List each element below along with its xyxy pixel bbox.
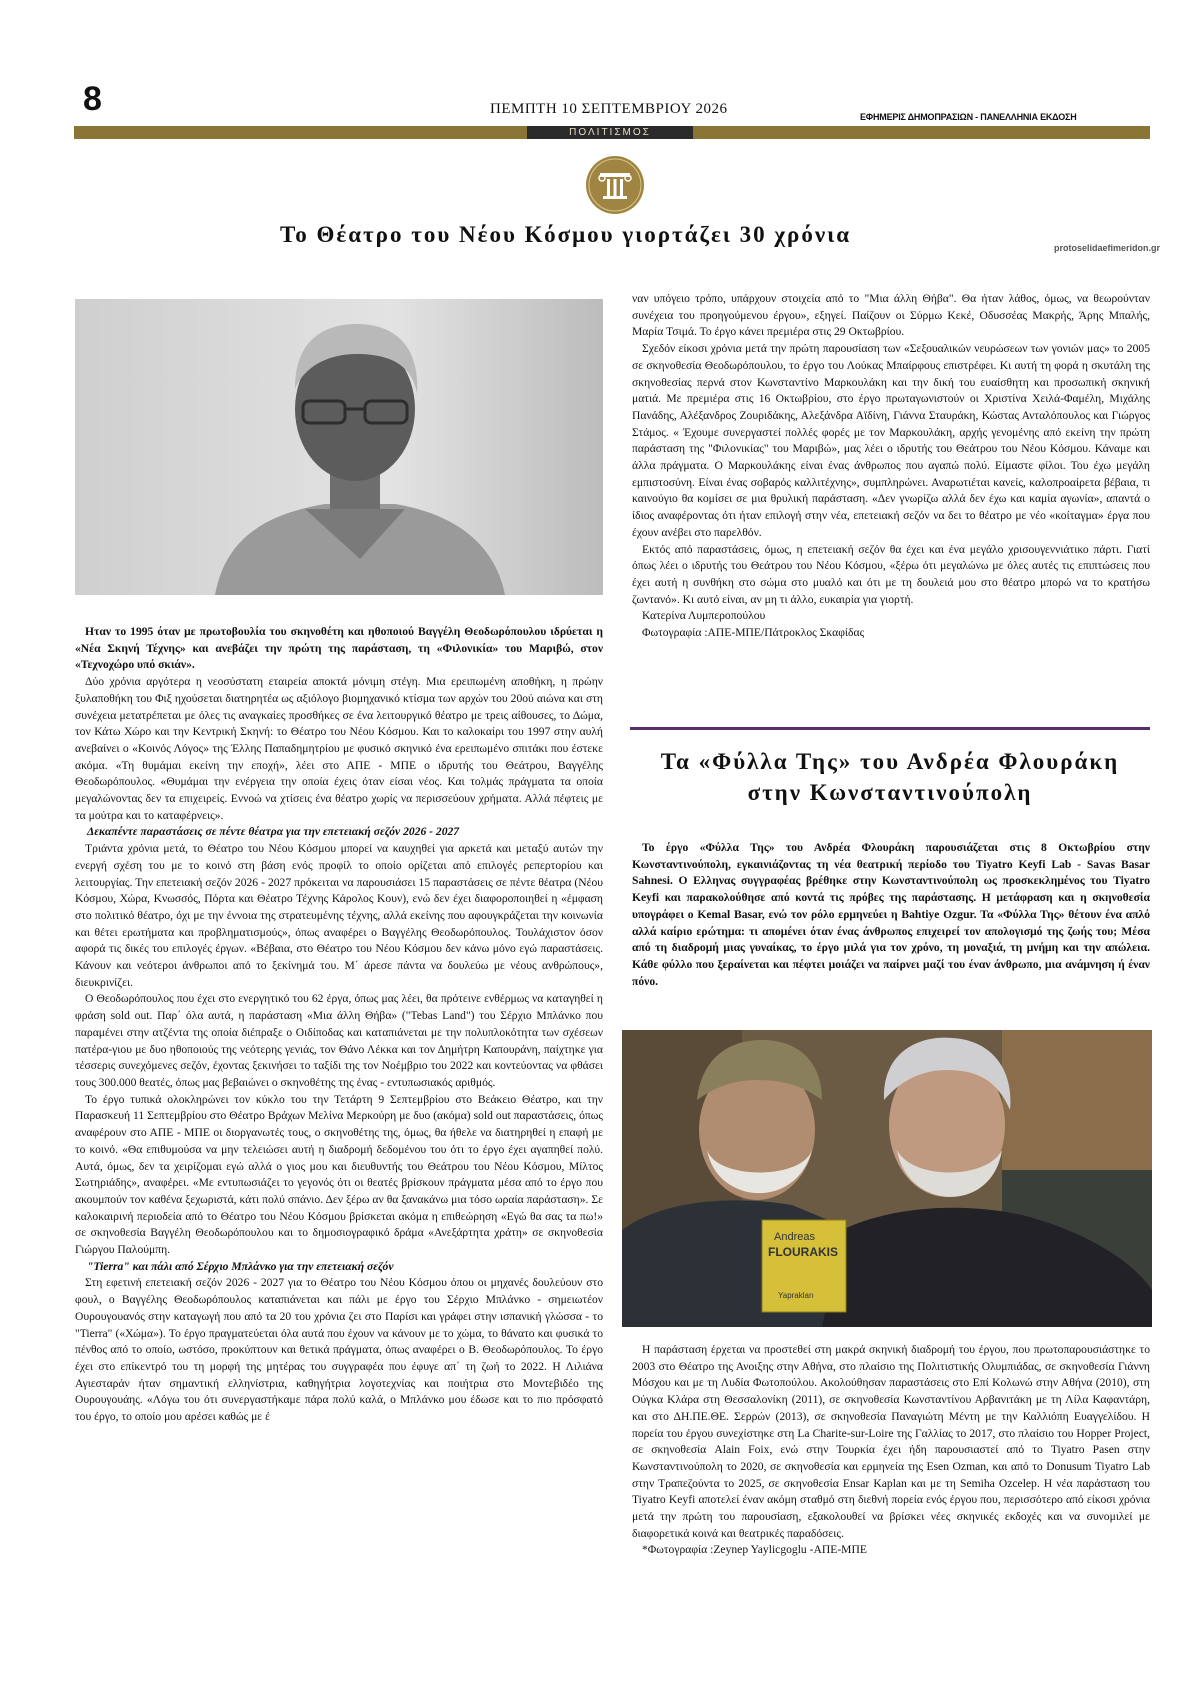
article-divider (630, 727, 1150, 730)
article-lead: Ηταν το 1995 όταν με πρωτοβουλία του σκηνοθέτη και ηθοποιού Βαγγέλη Θεοδωρόπουλου ιδρύεται η «Νέα Σκηνή Τέχνης» και ανεβάζει την πρώτη της παράσταση, τη «Φιλονικία» του Μαριβώ, στον «Τεχνοχώρο υπό σκιάν». (75, 625, 603, 672)
paragraph: Η παράσταση έρχεται να προστεθεί στη μακρά σκηνική διαδρομή του έργου, που πρωτοπαρουσιάστηκε το 2003 στο Θέατρο της Ανοιξης στην Αθήνα, στο πλαίσιο της Πολιτιστικής Ολυμπιάδας, σε σκηνοθεσία Γιάννη Μόσχου και με τη Λυδία Φωτοπούλου. Ακολούθησαν παραστάσεις στο Επί Κολωνώ στην Αθήνα (2010), στη Ούγκα Κλάρα στη Θεσσαλονίκη (2011), σε σκηνοθεσία Κωνσταντίνου Αρβανιτάκη με τη Λίλα Καφαντάρη, και στο ΔΗ.ΠΕ.ΘΕ. Σερρών (2013), σε σκηνοθεσία Παναγιώτη Μέντη με την Καλλιόπη Ευαγγελίδου. Η πορεία του έργου συνεχίστηκε στη La Charite-sur-Loire της Γαλλίας το 2017, στο πλαίσιο του Hopper Project, σε σκηνοθεσία Alain Foix, ενώ στην Τουρκία έχει ήδη παρουσιαστεί από το Tiyatro Pasen στην Κωνσταντινούπολη το 2020, σε σκηνοθεσία και ερμηνεία της Esen Ozman, και από το Donusum Tiyatro Lab στην Τραπεζούντα το 2025, σε σκηνοθεσία Ensar Kaplan και με τη Semiha Ozcelep. Η νέα παράσταση του Tiyatro Keyfi αποτελεί έναν ακόμη σταθμό στη διεθνή πορεία ενός έργου που, περισσότερο από είκοσι χρόνια μετά την πρώτη του παρουσίαση, εξακολουθεί να βρίσκει νέες σκηνικές εκδοχές και να συνομιλεί με διαφορετικά κοινά και θεατρικές παραδόσεις. (632, 1343, 1150, 1540)
paragraph: Στη εφετινή επετειακή σεζόν 2026 - 2027 για το Θέατρο του Νέου Κόσμου όπου οι μηχανές δουλεύουν στο φουλ, ο Βαγγέλης Θεοδωρόπουλος καταπιάνεται και πάλι με έργο του Σέρχιο Μπλάνκο - σημειωτέον Ουρουγουανός στην καταγωγή που από τα 20 του χρόνια ζει στο Παρίσι και γράφει στην ισπανική γλώσσα - το "Tierra" («Χώμα»). Το έργο πραγματεύεται όλα αυτά που έχουν να κάνουν με το χώμα, το θάνατο και φυσικά το πένθος από το οποίο, ωστόσο, προκύπτουν και θετικά πράγματα, όπως αναφέρει ο Β. Θεοδωρόπουλος. Το έργο έχει στο επίκεντρό του τη μορφή της μητέρας του συγγραφέα που έφυγε απ΄ τη ζωή το 2022. Η Λιλιάνα Αγιεσταράν ήταν σημαντική ελληνίστρια, καθηγήτρια λογοτεχνίας και ποιήτρια στο Μοντεβιδέο της Ουρουγουάης. «Λόγω του ότι συνεργαστήκαμε πάρα πολύ καλά, ο Μπλάνκο μου έδωσε και το πιο πρόσφατό του έργο, το οποίο μου αρέσει καθώς με έ (75, 1276, 603, 1424)
two-men-photo (622, 1030, 1152, 1327)
paragraph: ναν υπόγειο τρόπο, υπάρχουν στοιχεία από το "Μια άλλη Θήβα". Θα ήταν λάθος, όμως, να θεωρούνταν συνέχεια του προηγούμενου έργου», εξηγεί. Παίζουν οι Σύρμω Κεκέ, Οδυσσέας Μακρής, Άρης Μπαλής, Μαρία Τσιμά. Το έργο κάνει πρεμιέρα στις 29 Οκτωβρίου. (632, 292, 1150, 339)
subheading: "Tierra" και πάλι από Σέρχιο Μπλάνκο για την επετειακή σεζόν (87, 1259, 394, 1273)
book-author-surname: FLOURAKIS (768, 1245, 838, 1259)
article-body-right (632, 291, 1150, 642)
book-author: Andreas (774, 1231, 815, 1243)
author-name: Κατερίνα Λυμπεροπούλου (642, 609, 766, 623)
paragraph: Εκτός από παραστάσεις, όμως, η επετειακή σεζόν θα έχει και ένα μεγάλο χρισουγεννιάτικο πάρτι. Γιατί όπως λέει ο ιδρυτής του Θεάτρου του Νέου Κόσμου, «ξέρω ότι μεγαλώνω με όλες αυτές τις επιπτώσεις που έχει αυτή η συνθήκη στο σώμα στο μυαλό και ότι με τη δουλειά μου στο θέατρο μπορώ να το κρατήσω ζωντανό». Κι αυτό είναι, αν μη τι άλλο, ευκαιρία για γιορτή. (632, 542, 1150, 606)
subheading: Δεκαπέντε παραστάσεις σε πέντε θέατρα για την επετειακή σεζόν 2026 - 2027 (87, 825, 460, 839)
paragraph: Δύο χρόνια αργότερα η νεοσύστατη εταιρεία αποκτά μόνιμη στέγη. Μια ερειπωμένη αποθήκη, η πρώην ξυλαποθήκη του Φιξ ηχούσεται διατηρητέα ως αξιόλογο βιομηχανικό κτίσμα των αρχών του 20ού αιώνα και στη συνέχεια μετατρέπεται με όλες τις αναγκαίες προσθήκες σε ένα λειτουργικό θέατρο με τρεις αίθουσες, το Δώμα, τον Κάτω Χώρο και την Κεντρική Σκηνή: το Θέατρο του Νέου Κόσμου. Και το καλοκαίρι του 1997 στην αυλή ανεβαίνει ο «Κοινός Λόγος» της Έλλης Παπαδημητρίου με φυσικό σκηνικό ένα ερειπωμένο σπιτάκι που έστεκε ακόμα. «Τη θυμάμαι εκείνη την εποχή», λέει στο ΑΠΕ - ΜΠΕ ο ιδρυτής του Θεάτρου, Βαγγέλης Θεοδωρόπουλος. «Θυμάμαι την ενέργεια την οποία έχεις όταν είσαι νέος. Και τολμάς πράγματα τα οποία μεγαλώνοντας δεν τα επιχειρείς. Εννοώ να χτίσεις ένα θέατρο χωρίς να περισσεύουν χρήματα. Αλλά πέφτεις με τα μούτρα και το καταφέρνεις». (75, 675, 603, 822)
paragraph: Σχεδόν είκοσι χρόνια μετά την πρώτη παρουσίαση των «Σεξουαλικών νευρώσεων των γονιών μας» το 2005 σε σκηνοθεσία Θεοδωρόπουλου, το έργο του Λούκας Μπαίρφους επιστρέφει. Κι αυτή τη φορά η σκυτάλη της σκηνοθεσίας περνά στον Κωνσταντίνο Μαρκουλάκη και την δική του ευαίσθητη και προσωπική σκηνική ματιά. Με πρεμιέρα στις 16 Οκτωβρίου, στο έργο πρωταγωνιστούν οι Χριστίνα Χειλά-Φαμέλη, Μιχάλης Πανάδης, Αλέξανδρος Ζουριδάκης, Αλεξάνδρα Αϊδίνη, Γιάννα Σταυράκη, Κώστας Ανταλόπουλος και Γιώργος Στάμος. « Έχουμε συνεργαστεί πολλές φορές με τον Μαρκουλάκη, αρχής γενομένης από εκείνη την πρώτη παράσταση της "Φιλονικίας" του Μαριβώ», μας λέει ο ιδρυτής του Θεάτρου του Νέου Κόσμου. Κάναμε και άλλα πράγματα. Ο Μαρκουλάκης είναι ένας άνθρωπος που αγαπώ πολύ. Είμαστε φίλοι. Του έχω μεγάλη εμπιστοσύνη. Είναι ένας σοβαρός καλλιτέχνης», συμπληρώνει. Αναρωτιέται κανείς, καλοπροαίρετα βέβαια, τι καινούγιο θα κομίσει σε μια θρυλική παράσταση. «Δεν γνωρίζω αλλά δεν έχω και καμία αγωνία», απαντά ο ίδιος αναφέροντας ότι ήταν επιλογή στην νέα, επετειακή σεζόν να δει το θέατρο με νέο «κοίταγμα» έργα που έχουν ανέβει στο παρελθόν. (632, 342, 1150, 539)
article-body-right-bottom (632, 1342, 1150, 1559)
article-lead (632, 840, 1150, 990)
site-watermark: protoselidaefimeridon.gr (1054, 243, 1161, 253)
header-date: ΠΕΜΠΤΗ 10 ΣΕΠΤΕΜΒΡΙΟΥ 2026 (490, 101, 728, 117)
article-title: Το Θέατρο του Νέου Κόσμου γιορτάζει 30 χρόνια (280, 222, 852, 247)
article-lead-text: Το έργο «Φύλλα Της» του Ανδρέα Φλουράκη παρουσιάζεται στις 8 Οκτωβρίου στην Κωνσταντινούπολη, εγκαινιάζοντας τη νέα θεατρική περίοδο του Tiyatro Keyfi Lab - Savas Basar Sahnesi. Ο Ελληνας συγγραφέας βρέθηκε στην Κωνσταντινούπολη ως προσκεκλημένος του Tiyatro Keyfi και παρακολούθησε από κοντά τις πρόβες της παράστασης. Η μετάφραση και η σκηνοθεσία υπογράφει ο Kemal Basar, ενώ τον ρόλο ερμηνεύει η Bahtiye Ozgur. Τα «Φύλλα Της» θέτουν ένα απλό αλλά καίριο ερώτημα: τι απομένει όταν ένας άνθρωπος επιχειρεί τον απολογισμό της ζωής του; Μέσα από τη διαδρομή μιας γυναίκας, το έργο μιλά για τον χρόνο, τη μοναξιά, τη μνήμη και την απώλεια. Κάθε φύλλο που ξεραίνεται και πέφτει μοιάζει να παίρνει μαζί του έναν άνθρωπο, μια ανάμνηση ή έναν πόνο. (632, 841, 1150, 988)
article-title: Τα «Φύλλα Της» του Ανδρέα Φλουράκη στην Κωνσταντινούπολη (660, 749, 1120, 805)
portrait-photo (75, 299, 603, 595)
photo-credit: Φωτογραφία :ΑΠΕ-ΜΠΕ/Πάτροκλος Σκαφίδας (642, 626, 865, 640)
paragraph: Ο Θεοδωρόπουλος που έχει στο ενεργητικό του 62 έργα, όπως μας λέει, θα πρότεινε ενθέρμως να καταγηθεί η φράση sold out. Παρ΄ όλα αυτά, η παράσταση «Μια άλλη Θήβα» ("Tebas Land") του Σέρχιο Μπλάνκο που παραμένει στην ατζέντα της οποία διέπραξε ο Οιδίποδας και καταπιάνεται με την πολυπλοκότητα των σχέσεων πατέρα-γιου με δυο ηθοποιούς της νεότερης γενιάς, τον Θάνο Λέκκα και τον Δημήτρη Καπουράνη, παίχτηκε για τέσσερις συνεχόμενες σεζόν, έχοντας ξεκινήσει το ταξίδι της τον Νοέμβριο του 2022 και κοντεύοντας να φθάσει τους 300.000 θεατές, όπως μας βεβαιώνει ο σκηνοθέτης της ένας - εντυπωσιακός αριθμός. (75, 992, 603, 1089)
paragraph: Τριάντα χρόνια μετά, το Θέατρο του Νέου Κόσμου μπορεί να καυχηθεί για αρκετά και μεταξύ αυτών την ενεργή σχέση του με το κοινό στη βάση ενός προφίλ το οποίο ορίζεται από επιλογές ρεπερτορίου και λειτουργίας. Την επετειακή σεζόν 2026 - 2027 πρόκειται να παρουσιάσει 15 παραστάσεις σε πέντε θέατρα (Νέου Κόσμου, Χώρα, Κνωσσός, Πόρτα και Θέατρο Τέχνης Κάρολος Κουν), ενώ δεν έχει διαφοροποιηθεί η «έμφαση στο πολιτικό θέατρο, όχι με την έννοια της στρατευμένης τέχνης, αλλά εκείνης που αφουγκράζεται την κοινωνία και θέτει ερωτήματα και προβληματισμούς», όπως αναφέρει ο Βαγγέλης Θεοδωρόπουλος. Τουλάχιστον όσον αφορά τις δικές του επιλογές έργων. «Βέβαια, στο Θέατρο του Νέου Κόσμου δεν κάνω μόνο εγώ παραστάσεις. Κάνουν και νεότεροι άνθρωποι από το ξεκίνημά του. Μ΄ άρεσε πάντα να δουλεύω με νέους ανθρώπους», διευκρινίζει. (75, 842, 603, 989)
paragraph: Το έργο τυπικά ολοκληρώνει τον κύκλο του την Τετάρτη 9 Σεπτεμβρίου στο Βεάκειο Θέατρο, και την Παρασκευή 11 Σεπτεμβρίου στο Θέατρο Βράχων Μελίνα Μερκούρη με δυο (ακόμα) sold out παραστάσεις, όπως αναφέρουν στο ΑΠΕ - ΜΠΕ οι διοργανωτές τους, ο σκηνοθέτης της, όμως, θα ήθελε να διατηρηθεί η επαφή με το κοινό. «Θα επιθυμούσα να μην τελειώσει αυτή η διαδρομή δεδομένου του ότι το έργο έχει αγαπηθεί πολύ. Αυτά, όμως, δεν τα χειρίζομαι εγώ αλλά ο γιος μου και διευθυντής του Θεάτρου του Νέου Κόσμου, Μίλτος Σωτηριάδης», αναφέρει. «Με εντυπωσιάζει το γεγονός ότι οι θεατές βρίσκουν πράγματα μέσα από το έργο που ακουμπούν τον καθένα ξεχωριστά, κάτι πολύ σπάνιο. Δεν ξέρω αν θα ξανακάνω μια τόσο ωραία παράσταση». Σε καλοκαιρινή περιοδεία από το Θέατρο του Νέου Κόσμου βρίσκεται ακόμα η επιθεώρηση «Εγώ θα σας τα πω!» σε σκηνοθεσία Βαγγέλη Θεοδωρόπουλου και το δημοσιογραφικό δράμα «Ανεξάρτητα χράτη» σε σκηνοθεσία Γιώργου Παλούμπη. (75, 1092, 603, 1257)
article-body-left (75, 624, 603, 1426)
section-label: ΠΟΛΙΤΙΣΜΟΣ (527, 126, 693, 139)
book-title: Yaprakları (778, 1291, 814, 1300)
photo-credit: *Φωτογραφία :Zeynep Yaylicgoglu -ΑΠΕ-ΜΠΕ (642, 1543, 867, 1557)
page-number: 8 (83, 80, 102, 118)
ionic-column-icon (585, 155, 645, 215)
newspaper-name: ΕΦΗΜΕΡΙΣ ΔΗΜΟΠΡΑΣΙΩΝ - ΠΑΝΕΛΛΗΝΙΑ ΕΚΔΟΣΗ (860, 112, 1077, 122)
